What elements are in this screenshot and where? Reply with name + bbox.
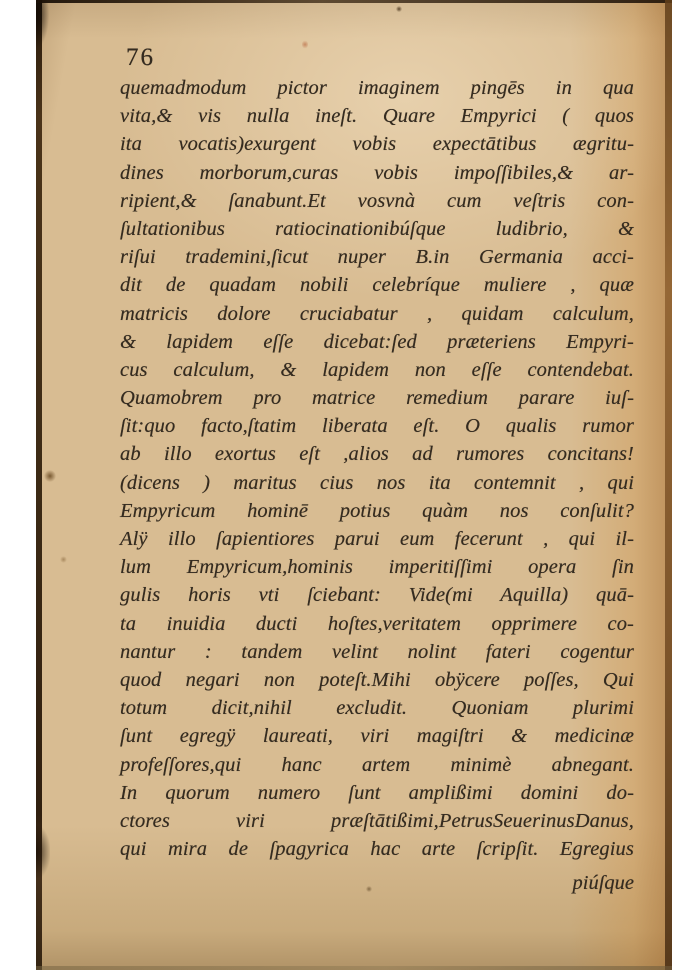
text-line: In quorum numero ſunt amplißimi domini do- [120,781,634,804]
page-number: 76 [126,44,155,71]
text-line: totum dicit,nihil excludit. Quoniam plurimi [120,697,634,720]
foxing-stain [366,886,372,892]
book-page [36,0,672,970]
text-line: Empyricum hominē potius quàm nos conſulit? [120,499,634,522]
page-edge-shadow-lower [36,826,50,878]
foxing-stain [396,6,402,12]
page-left-edge [36,0,42,970]
text-line: dit de quadam nobili celebríque muliere , quæ [120,274,634,297]
text-line: vita,& vis nulla ineſt. Quare Empyrici ( quos [120,105,634,128]
foxing-stain [60,556,67,563]
foxing-stain [44,470,56,482]
text-line: ctores viri præſtātißimi,PetrusSeuerinusDanus, [120,809,634,832]
page-top-edge [36,0,672,3]
text-line: quod negari non poteſt.Mihi obÿcere poſſes, Qui [120,668,634,691]
text-line: ſit:quo facto,ſtatim liberata eſt. O qualis rumor [120,415,634,438]
text-line: matricis dolore cruciabatur , quidam calculum, [120,302,634,325]
text-line: qui mira de ſpagyrica hac arte ſcripſit. Egregius [120,838,634,861]
text-line: ſunt egregÿ laureati, viri magiſtri & medicinæ [120,725,634,748]
text-line: Alÿ illo ſapientiores parui eum fecerunt , qui il- [120,528,634,550]
text-line: nantur : tandem velint nolint fateri cogentur [120,640,634,663]
text-line: Quamobrem pro matrice remedium parare iuſ- [120,387,634,410]
text-line: dines morborum,curas vobis impoſſibiles,& ar- [120,161,634,184]
page-bottom-edge [36,966,672,970]
text-line: profeſſores,qui hanc artem minimè abnegant. [120,753,634,776]
text-line: ſultationibus ratiocinationibúſque ludibrio, & [120,217,634,240]
text-line: quemadmodum pictor imaginem pingēs in qua [120,77,634,99]
text-line: riſui trademini,ſicut nuper B.in Germania acci- [120,246,634,269]
text-line: ta inuidia ducti hoſtes,veritatem opprimere co- [120,612,634,635]
text-line: cus calculum, & lapidem non eſſe contendebat. [120,358,634,381]
text-line: gulis horis vti ſciebant: Vide(mi Aquilla) quā- [120,584,634,607]
text-line: ab illo exortus eſt ,alios ad rumores concitans! [120,443,634,466]
catchword: piúſque [572,872,634,894]
page-edge-shadow-top [36,0,49,48]
text-line: ripient,& ſanabunt.Et vosvnà cum veſtris con- [120,189,634,212]
body-text [120,74,634,863]
foxing-stain [302,40,308,49]
text-line: (dicens ) maritus cius nos ita contemnit , qui [120,471,634,494]
text-line: lum Empyricum,hominis imperitiſſimi opera ſin [120,556,634,579]
page-right-edge [665,0,672,970]
text-line: & lapidem eſſe dicebat:ſed præteriens Empyri- [120,330,634,353]
text-line: ita vocatis)exurgent vobis expectātibus ægritu- [120,133,634,156]
